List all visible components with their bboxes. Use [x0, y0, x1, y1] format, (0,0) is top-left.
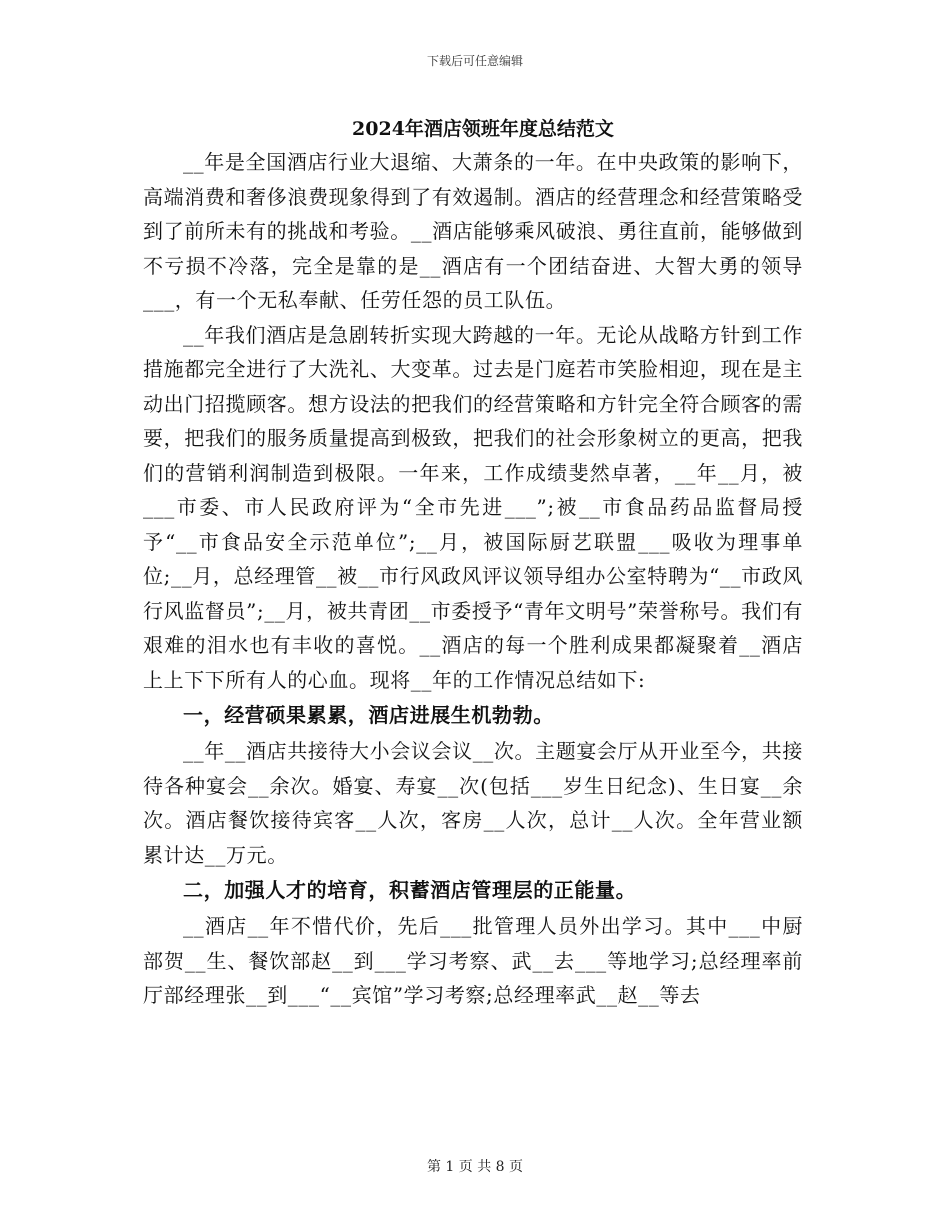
paragraph-overview: __年我们酒店是急剧转折实现大跨越的一年。无论从战略方针到工作措施都完全进行了大洗礼、大变革。过去是门庭若市笑脸相迎，现在是主动出门招揽顾客。想方设法的把我们的经营策略和方针完全符合顾客的需要，把我们的服务质量提高到极致，把我们的社会形象树立的更高，把我们的营销利润制造到极限。一年来，工作成绩斐然卓著，__年__月，被___市委、市人民政府评为“全市先进___”;被__市食品药品监督局授予“__市食品安全示范单位”;__月，被国际厨艺联盟___吸收为理事单位;__月，总经理管__被__市行风政风评议领导组办公室特聘为“__市政风行风监督员”;__月，被共青团__市委授予“青年文明号”荣誉称号。我们有艰难的泪水也有丰收的喜悦。__酒店的每一个胜利成果都凝聚着__酒店上上下下所有人的心血。现将__年的工作情况总结如下: — [143, 322, 803, 692]
paragraph-intro: __年是全国酒店行业大退缩、大萧条的一年。在中央政策的影响下，高端消费和奢侈浪费现象得到了有效遏制。酒店的经营理念和经营策略受到了前所未有的挑战和考验。__酒店能够乘风破浪、勇往直前，能够做到不亏损不冷落，完全是靠的是__酒店有一个团结奋进、大智大勇的领导___，有一个无私奉献、任劳任怨的员工队伍。 — [143, 150, 803, 312]
section-heading-2: 二，加强人才的培育，积蓄酒店管理层的正能量。 — [183, 878, 637, 902]
section-body-1: __年__酒店共接待大小会议会议__次。主题宴会厅从开业至今，共接待各种宴会__余次。婚宴、寿宴__次(包括___岁生日纪念)、生日宴__余次。酒店餐饮接待宾客__人次，客房__人次，总计__人次。全年营业额累计达__万元。 — [143, 739, 803, 867]
section-body-2: __酒店__年不惜代价，先后___批管理人员外出学习。其中___中厨部贺__生、餐饮部赵__到___学习考察、武__去___等地学习;总经理率前厅部经理张__到___“__宾馆”学习考察;总经理率武__赵__等去 — [143, 914, 803, 1007]
document-body — [143, 113, 803, 1013]
document-title: 2024年酒店领班年度总结范文 — [352, 118, 614, 140]
page-header: 下载后可任意编辑 — [426, 54, 523, 68]
page-footer: 第 1 页 共 8 页 — [426, 1159, 524, 1175]
section-heading-1: 一，经营硕果累累，酒店进展生机勃勃。 — [183, 703, 554, 727]
